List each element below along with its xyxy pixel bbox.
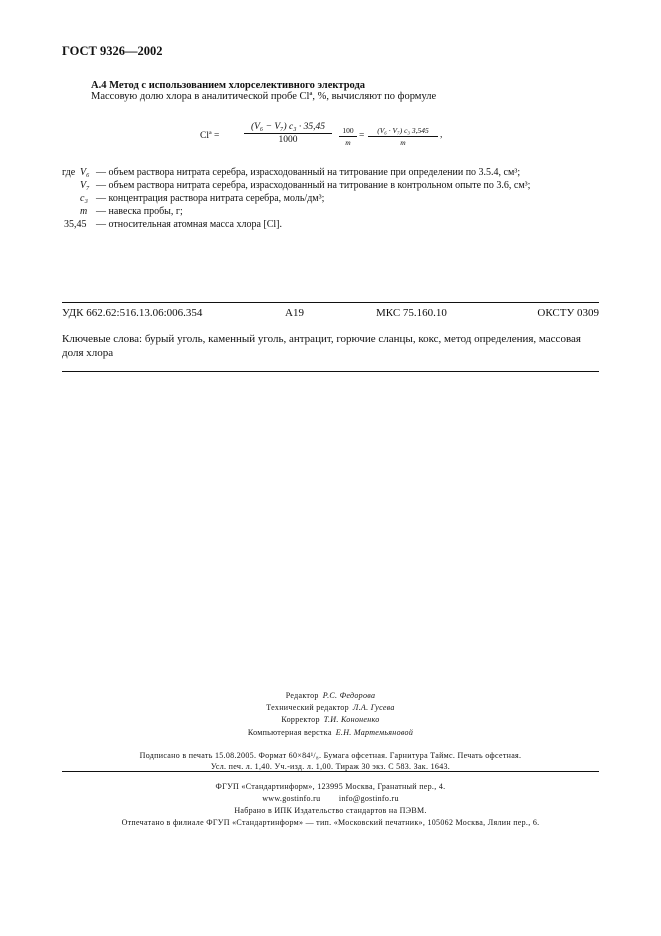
definition-symbol: 35,45 — [64, 219, 87, 230]
definition-text: — объем раствора нитрата серебра, израсходованный на титрование в контрольном опыте по 3.6, см³; — [96, 180, 531, 191]
divider-top — [62, 302, 599, 303]
formula-lhs: Clª = — [200, 131, 220, 141]
footer-line: Набрано в ИПК Издательство стандартов на ПЭВМ. — [234, 806, 427, 815]
section-intro: Массовую долю хлора в аналитической пробе Clª, %, вычисляют по формуле — [91, 91, 437, 102]
credit-name: Е.Н. Мартемьяновой — [335, 727, 414, 737]
variable-definitions — [62, 166, 602, 231]
publisher-footer — [0, 781, 661, 829]
footer-line: Отпечатано в филиале ФГУП «Стандартинформ» — тип. «Московский печатник», 105062 Москва, Лялин пер., 6. — [121, 818, 540, 827]
formula-numerator: 100 — [339, 126, 357, 137]
formula-fraction-simplified — [368, 126, 438, 147]
formula-numerator: (V₆ · V₇) c₃ 3,545 — [368, 126, 438, 137]
definition-row — [62, 179, 602, 192]
definition-text: — концентрация раствора нитрата серебра, моль/дм³; — [96, 193, 325, 204]
section-title: А.4 Метод с использованием хлорселективного электрода — [91, 80, 366, 91]
credit-line — [0, 714, 661, 726]
definition-text: — относительная атомная масса хлора [Cl]. — [96, 219, 282, 230]
print-line: Усл. печ. л. 1,40. Уч.-изд. л. 1,00. Тираж 30 экз. С 583. Зак. 1643. — [210, 762, 451, 771]
credit-name: Р.С. Федорова — [322, 691, 376, 700]
definition-text: — объем раствора нитрата серебра, израсходованный на титрование при определении по 3.5.4, см³; — [96, 167, 521, 178]
formula-denominator: m — [400, 138, 406, 147]
credit-line — [0, 702, 661, 714]
classifier-code: А19 — [285, 307, 304, 319]
credit-name: Л.А. Гусева — [352, 703, 395, 713]
mks-code: МКС 75.160.10 — [376, 307, 447, 319]
formula-denominator: 1000 — [278, 135, 298, 145]
definition-row — [62, 205, 602, 218]
formula-comma: , — [440, 130, 443, 140]
definition-prefix: где — [62, 167, 76, 178]
divider-keywords — [62, 371, 599, 372]
definition-symbol: m — [80, 206, 88, 217]
credit-line — [0, 690, 661, 702]
definition-row — [62, 218, 602, 231]
keywords: Ключевые слова: бурый уголь, каменный уголь, антрацит, горючие сланцы, кокс, метод определения, массовая доля хлора — [62, 333, 581, 359]
definition-row — [62, 166, 602, 179]
credit-role: Технический редактор — [266, 703, 349, 713]
formula-numerator: (V₆ − V₇) c₃ · 35,45 — [244, 122, 332, 134]
definition-row — [62, 192, 602, 205]
footer-line: ФГУП «Стандартинформ», 123995 Москва, Гранатный пер., 4. — [215, 782, 446, 791]
credit-role: Компьютерная верстка — [247, 727, 332, 737]
formula-fraction-main — [244, 122, 332, 145]
footer-line: www.gostinfo.ru info@gostinfo.ru — [262, 794, 399, 803]
udk-code: УДК 662.62:516.13.06:006.354 — [62, 307, 203, 319]
definition-symbol: V₇ — [80, 180, 90, 191]
print-info — [0, 750, 661, 772]
credit-line — [0, 727, 661, 739]
definition-text: — навеска пробы, г; — [96, 206, 183, 217]
credit-role: Редактор — [285, 691, 319, 700]
chlorine-formula — [200, 122, 470, 156]
divider-footer — [62, 771, 599, 772]
credits-block — [0, 690, 661, 739]
credit-role: Корректор — [281, 715, 320, 725]
standard-code: ГОСТ 9326—2002 — [62, 44, 163, 58]
credit-name: Т.И. Кононенко — [323, 715, 380, 725]
formula-fraction-percent — [339, 126, 357, 147]
formula-denominator: m — [345, 138, 351, 147]
definition-symbol: c₃ — [80, 193, 88, 204]
print-line: Подписано в печать 15.08.2005. Формат 60×84¹/₈. Бумага офсетная. Гарнитура Таймс. Печать офсетная. — [139, 751, 522, 760]
definition-symbol: V₆ — [80, 167, 90, 178]
formula-equals: = — [359, 131, 365, 141]
okstu-code: ОКСТУ 0309 — [537, 307, 599, 319]
